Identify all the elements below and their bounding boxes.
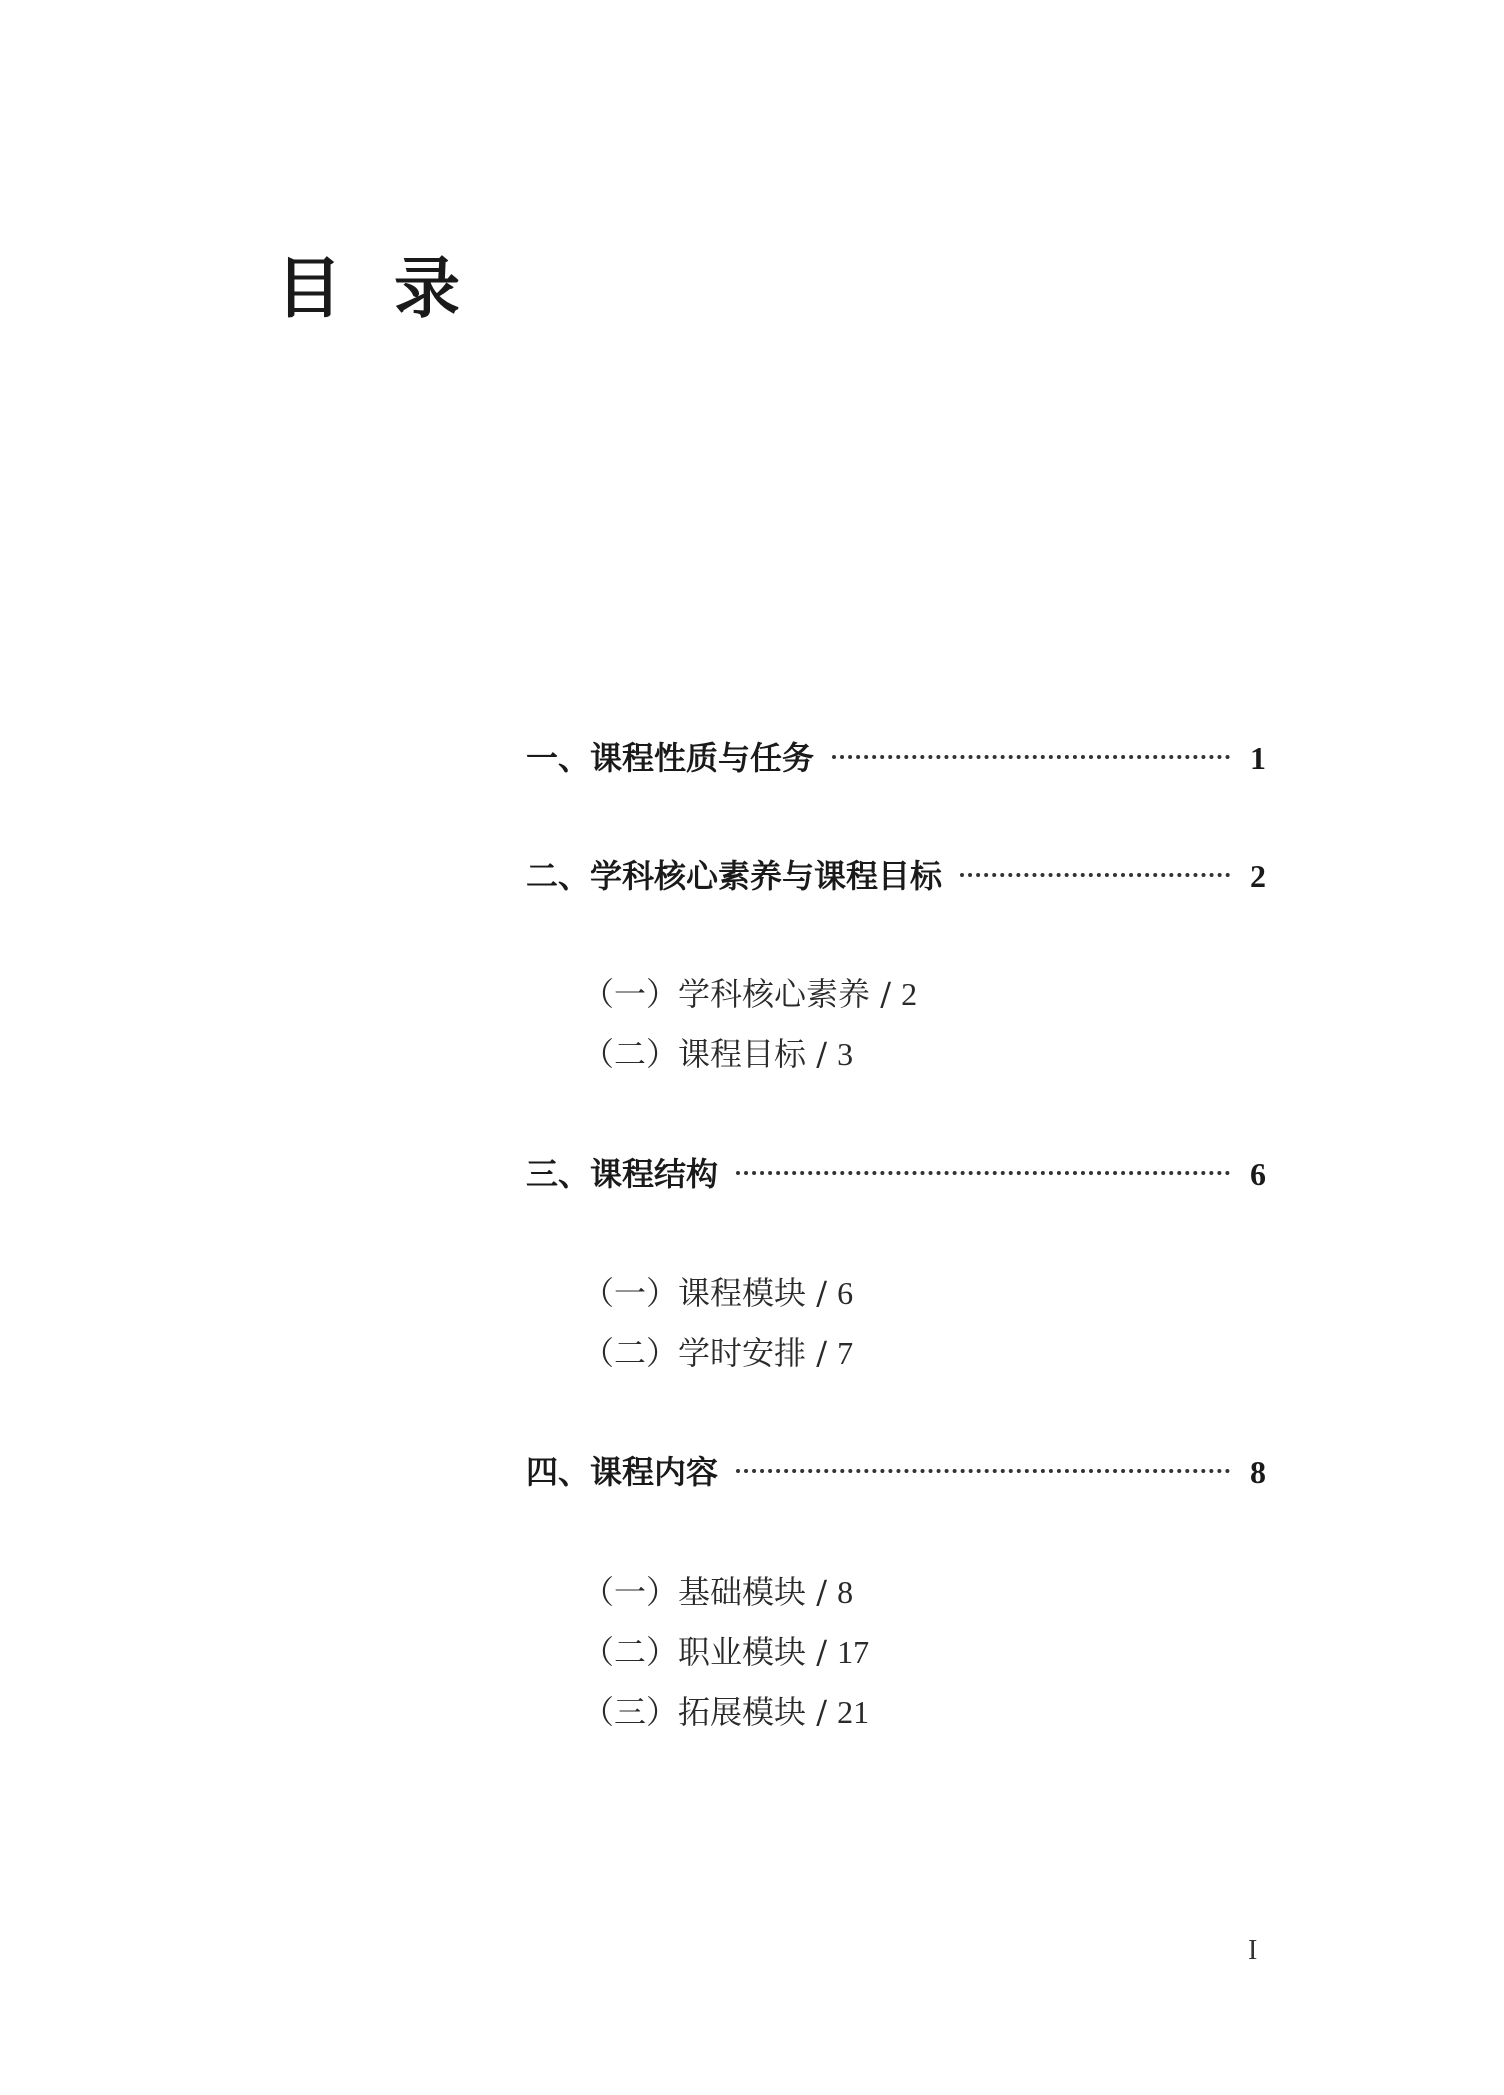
toc-subentry-label: （二）职业模块 [582, 1633, 807, 1671]
toc-entry-label: 三、课程结构 [526, 1155, 719, 1193]
toc-entry-2[interactable] [526, 854, 1266, 898]
toc-subentry-label: （一）课程模块 [582, 1274, 807, 1312]
page-number: I [1248, 1935, 1258, 1966]
toc-subentry-separator: / [816, 1693, 838, 1731]
toc-subentry-separator: / [816, 1035, 838, 1073]
dot-leader [736, 1171, 1230, 1175]
toc-subentry-label: （三）拓展模块 [582, 1693, 807, 1731]
dot-leader [832, 755, 1230, 759]
toc-subentry-page: 2 [901, 976, 918, 1012]
toc-entry-page: 1 [1250, 740, 1266, 776]
toc-subentry[interactable] [582, 1570, 853, 1614]
toc-subentry-separator: / [816, 1633, 838, 1671]
toc-subentry-separator: / [816, 1334, 838, 1372]
toc-entry-label: 二、学科核心素养与课程目标 [526, 857, 943, 895]
toc-entry-4[interactable] [526, 1450, 1266, 1494]
toc-subentry-label: （一）基础模块 [582, 1573, 807, 1611]
toc-entry-page: 2 [1250, 858, 1266, 894]
toc-subentry-separator: / [880, 975, 902, 1013]
toc-entry-3[interactable] [526, 1152, 1266, 1196]
toc-subentry[interactable] [582, 1331, 853, 1375]
toc-subentry-page: 3 [837, 1036, 854, 1072]
dot-leader [960, 873, 1230, 877]
toc-subentry-page: 21 [837, 1694, 870, 1730]
toc-subentry-label: （二）学时安排 [582, 1334, 807, 1372]
toc-subentry[interactable] [582, 1271, 853, 1315]
toc-subentry-page: 17 [837, 1634, 870, 1670]
toc-entry-page: 6 [1250, 1156, 1266, 1192]
toc-entry-label: 四、课程内容 [526, 1453, 719, 1491]
toc-subentry[interactable] [582, 1690, 869, 1734]
toc-subentry[interactable] [582, 1630, 869, 1674]
toc-subentry-separator: / [816, 1573, 838, 1611]
toc-subentry-label: （二）课程目标 [582, 1035, 807, 1073]
toc-entry-1[interactable] [526, 736, 1266, 780]
page-title: 目录 [276, 249, 512, 327]
toc-subentry-page: 7 [837, 1335, 854, 1371]
toc-subentry-label: （一）学科核心素养 [582, 975, 871, 1013]
toc-subentry[interactable] [582, 1032, 853, 1076]
toc-subentry[interactable] [582, 972, 917, 1016]
toc-subentry-page: 6 [837, 1275, 854, 1311]
toc-subentry-separator: / [816, 1274, 838, 1312]
toc-subentry-page: 8 [837, 1574, 854, 1610]
toc-entry-label: 一、课程性质与任务 [526, 739, 815, 777]
toc-entry-page: 8 [1250, 1454, 1266, 1490]
dot-leader [736, 1469, 1230, 1473]
